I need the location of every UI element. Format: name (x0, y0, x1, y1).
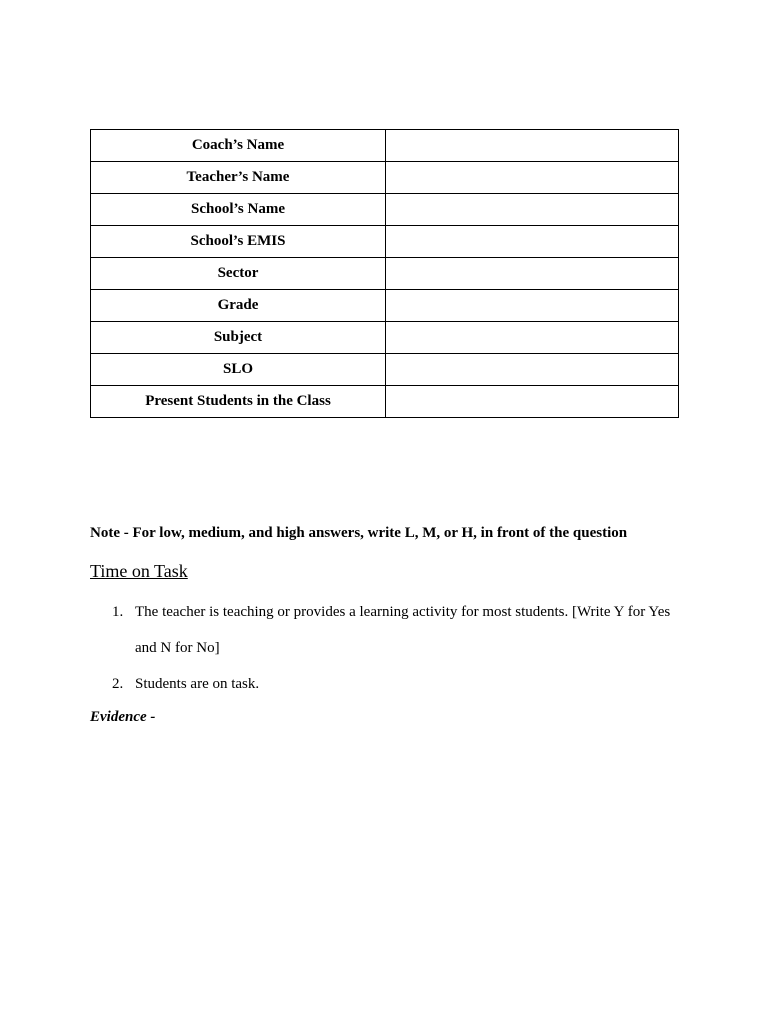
row-value-subject[interactable] (386, 322, 679, 354)
table-row (91, 290, 679, 322)
row-value-teacher-name[interactable] (386, 162, 679, 194)
row-value-present-students[interactable] (386, 386, 679, 418)
row-label-grade: Grade (91, 290, 386, 322)
row-value-slo[interactable] (386, 354, 679, 386)
table-row (91, 162, 679, 194)
row-label-teacher-name: Teacher’s Name (91, 162, 386, 194)
table-row (91, 130, 679, 162)
table-row (91, 354, 679, 386)
section-title: Time on Task (90, 561, 188, 581)
question-list (90, 594, 690, 702)
observation-info-table (90, 129, 679, 418)
row-value-grade[interactable] (386, 290, 679, 322)
table-row (91, 322, 679, 354)
question-text: The teacher is teaching or provides a learning activity for most students. [Write Y for Yes and N for No] (135, 604, 671, 656)
question-text: Students are on task. (135, 676, 260, 692)
instruction-note: Note - For low, medium, and high answers, write L, M, or H, in front of the question (90, 525, 628, 541)
table-row (91, 226, 679, 258)
evidence-label: Evidence - (90, 709, 156, 725)
question-number: 1. (112, 604, 124, 620)
row-value-coach-name[interactable] (386, 130, 679, 162)
row-label-present-students: Present Students in the Class (91, 386, 386, 418)
row-label-school-name: School’s Name (91, 194, 386, 226)
row-value-school-name[interactable] (386, 194, 679, 226)
row-value-school-emis[interactable] (386, 226, 679, 258)
row-label-sector: Sector (91, 258, 386, 290)
row-label-subject: Subject (91, 322, 386, 354)
row-label-slo: SLO (91, 354, 386, 386)
row-label-coach-name: Coach’s Name (91, 130, 386, 162)
list-item (90, 666, 690, 702)
row-value-sector[interactable] (386, 258, 679, 290)
table-row (91, 258, 679, 290)
table-row (91, 386, 679, 418)
table-row (91, 194, 679, 226)
list-item (90, 594, 690, 666)
question-number: 2. (112, 676, 124, 692)
row-label-school-emis: School’s EMIS (91, 226, 386, 258)
